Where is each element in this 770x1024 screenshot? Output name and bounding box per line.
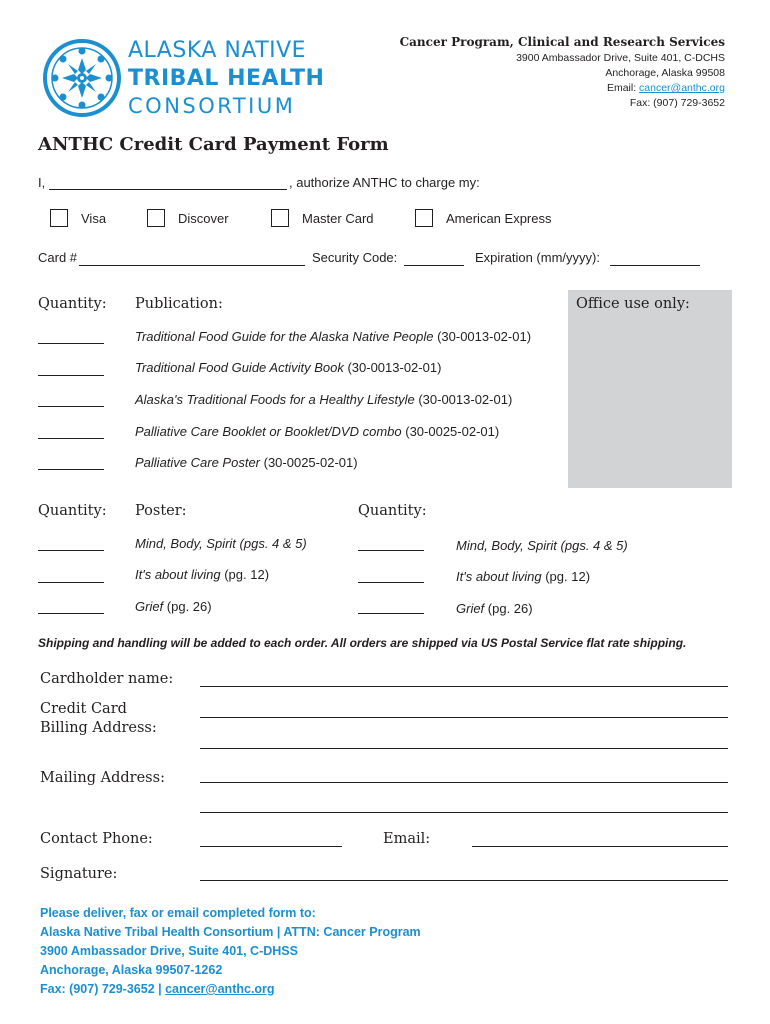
expiration-field[interactable] bbox=[610, 265, 700, 266]
expiration-label: Expiration (mm/yyyy): bbox=[475, 250, 600, 265]
publication-quantity-field[interactable] bbox=[38, 375, 104, 376]
publication-quantity-field[interactable] bbox=[38, 469, 104, 470]
mailing-address-field-2[interactable] bbox=[200, 812, 728, 813]
footer-line2: Alaska Native Tribal Health Consortium | ATTN: Cancer Program bbox=[40, 925, 421, 939]
poster-item: Mind, Body, Spirit (pgs. 4 & 5) bbox=[135, 536, 307, 551]
poster-item: It's about living (pg. 12) bbox=[135, 567, 270, 582]
cardholder-name-field[interactable] bbox=[200, 686, 728, 687]
email-line bbox=[400, 81, 725, 96]
authorize-suffix: , authorize ANTHC to charge my: bbox=[289, 175, 480, 190]
logo-emblem-icon bbox=[42, 38, 122, 118]
phone-label: Contact Phone: bbox=[40, 831, 153, 847]
billing-label-line1: Credit Card bbox=[40, 701, 127, 717]
poster-item: Mind, Body, Spirit (pgs. 4 & 5) bbox=[456, 538, 628, 553]
signature-field[interactable] bbox=[200, 880, 728, 881]
org-name-line2: TRIBAL HEALTH bbox=[128, 66, 325, 91]
amex-label: American Express bbox=[446, 211, 552, 226]
footer-line5: Fax: (907) 729-3652 | cancer@anthc.org bbox=[40, 982, 275, 996]
address-line2: Anchorage, Alaska 99508 bbox=[605, 67, 725, 79]
footer-line1: Please deliver, fax or email completed form to: bbox=[40, 906, 316, 920]
poster-quantity-field[interactable] bbox=[38, 582, 104, 583]
poster-quantity-field[interactable] bbox=[38, 550, 104, 551]
footer-line3: 3900 Ambassador Drive, Suite 401, C-DHSS bbox=[40, 944, 298, 958]
publication-item: Palliative Care Booklet or Booklet/DVD combo (30-0025-02-01) bbox=[135, 424, 500, 439]
form-title: ANTHC Credit Card Payment Form bbox=[38, 134, 389, 155]
publication-item: Traditional Food Guide for the Alaska Native People (30-0013-02-01) bbox=[135, 329, 532, 344]
publication-quantity-field[interactable] bbox=[38, 343, 104, 344]
office-use-box bbox=[568, 290, 732, 488]
mailing-address-field-1[interactable] bbox=[200, 782, 728, 783]
publication-quantity-field[interactable] bbox=[38, 406, 104, 407]
email-field[interactable] bbox=[472, 846, 728, 847]
address-line1: 3900 Ambassador Drive, Suite 401, C-DCHS bbox=[516, 52, 725, 64]
poster-quantity-field[interactable] bbox=[38, 613, 104, 614]
publication-item: Palliative Care Poster (30-0025-02-01) bbox=[135, 455, 358, 470]
header-address bbox=[400, 34, 725, 111]
quantity-header: Quantity: bbox=[38, 296, 107, 312]
poster-quantity-header: Quantity: bbox=[38, 503, 107, 519]
delivery-instructions bbox=[40, 904, 421, 999]
billing-label-line2: Billing Address: bbox=[40, 720, 157, 736]
program-name: Cancer Program, Clinical and Research Services bbox=[399, 35, 725, 49]
card-number-label: Card # bbox=[38, 250, 78, 265]
mailing-label: Mailing Address: bbox=[40, 770, 165, 786]
publication-item: Traditional Food Guide Activity Book (30-0013-02-01) bbox=[135, 360, 442, 375]
email-field-label: Email: bbox=[383, 831, 431, 847]
contact-phone-field[interactable] bbox=[200, 846, 342, 847]
footer-email-link[interactable]: cancer@anthc.org bbox=[165, 982, 275, 996]
authorizer-name-field[interactable] bbox=[49, 189, 287, 190]
publication-header: Publication: bbox=[135, 296, 223, 312]
cardholder-label: Cardholder name: bbox=[40, 671, 174, 687]
discover-label: Discover bbox=[178, 211, 229, 226]
org-name-line1: ALASKA NATIVE bbox=[128, 38, 307, 63]
poster-quantity-field[interactable] bbox=[358, 582, 424, 583]
footer-line4: Anchorage, Alaska 99507-1262 bbox=[40, 963, 223, 977]
email-label: Email: bbox=[606, 82, 640, 94]
mastercard-label: Master Card bbox=[302, 211, 374, 226]
security-code-label: Security Code: bbox=[312, 250, 398, 265]
billing-address-field-2[interactable] bbox=[200, 748, 728, 749]
publication-quantity-field[interactable] bbox=[38, 438, 104, 439]
discover-checkbox[interactable] bbox=[147, 209, 165, 227]
mastercard-checkbox[interactable] bbox=[271, 209, 289, 227]
email-link[interactable]: cancer@anthc.org bbox=[639, 82, 725, 94]
poster-item: Grief (pg. 26) bbox=[456, 601, 533, 616]
signature-label: Signature: bbox=[40, 866, 118, 882]
fax-line: Fax: (907) 729-3652 bbox=[629, 97, 725, 109]
poster-item: It's about living (pg. 12) bbox=[456, 569, 591, 584]
amex-checkbox[interactable] bbox=[415, 209, 433, 227]
card-number-field[interactable] bbox=[79, 265, 305, 266]
visa-label: Visa bbox=[81, 211, 107, 226]
authorize-prefix: I, bbox=[38, 175, 46, 190]
visa-checkbox[interactable] bbox=[50, 209, 68, 227]
poster-quantity-header-2: Quantity: bbox=[358, 503, 427, 519]
office-use-label: Office use only: bbox=[576, 296, 690, 312]
poster-quantity-field[interactable] bbox=[358, 550, 424, 551]
poster-item: Grief (pg. 26) bbox=[135, 599, 212, 614]
shipping-note: Shipping and handling will be added to each order. All orders are shipped via US Postal Service flat rate shipping. bbox=[38, 636, 687, 650]
org-name-line3: CONSORTIUM bbox=[128, 94, 296, 118]
poster-header: Poster: bbox=[135, 503, 187, 519]
anthc-logo bbox=[42, 38, 122, 118]
security-code-field[interactable] bbox=[404, 265, 464, 266]
billing-address-field-1[interactable] bbox=[200, 717, 728, 718]
poster-quantity-field[interactable] bbox=[358, 613, 424, 614]
publication-item: Alaska's Traditional Foods for a Healthy Lifestyle (30-0013-02-01) bbox=[135, 392, 513, 407]
